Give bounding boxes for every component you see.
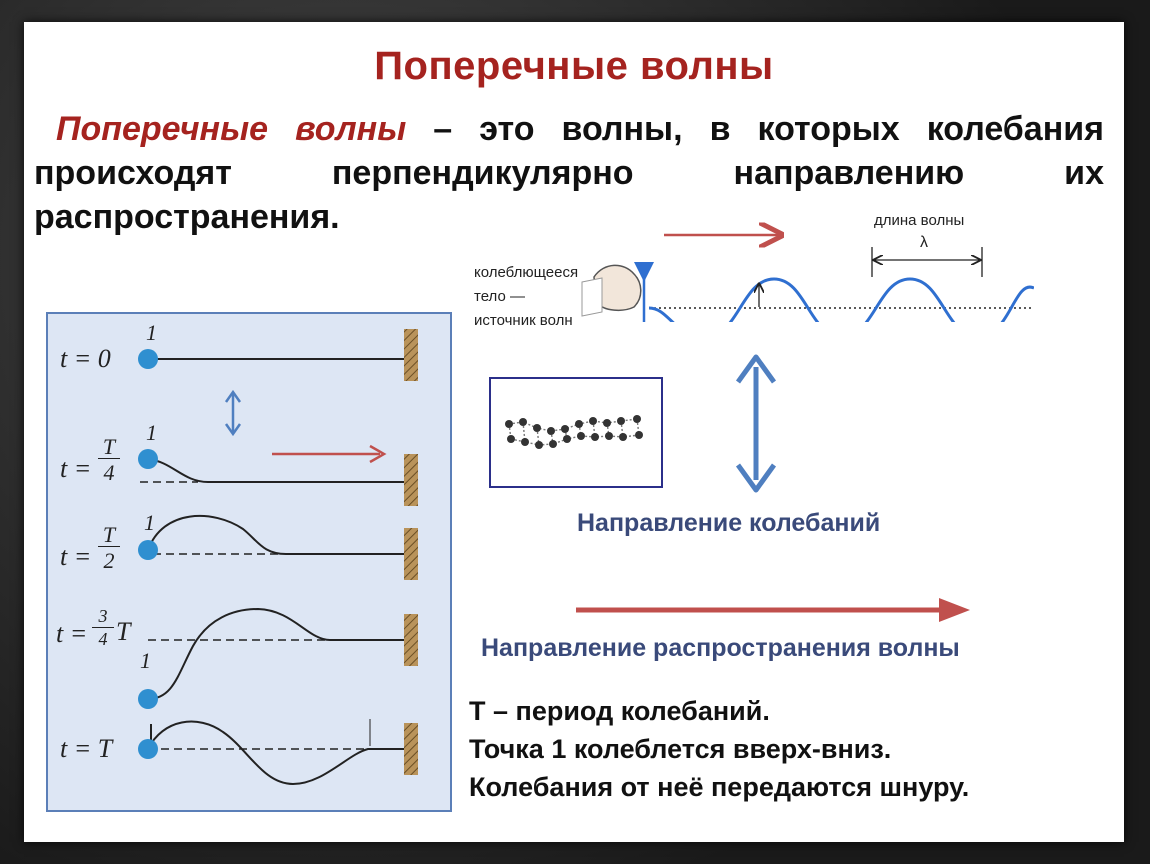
- point-label-row3: 1: [140, 648, 151, 673]
- row-t-full: [138, 719, 418, 784]
- note-line-1: Т – период колебаний.: [469, 696, 770, 726]
- time-label-3: t =: [56, 619, 88, 648]
- definition-term: Поперечные волны: [56, 110, 407, 148]
- point-label-row2: 1: [144, 510, 155, 535]
- time-label-0: t = 0: [60, 344, 111, 373]
- oscillation-direction-arrow: [738, 357, 774, 490]
- lambda-label: λ: [920, 234, 928, 251]
- wall-icon: [404, 329, 418, 381]
- time-den-3: 4: [98, 629, 108, 649]
- time-den-2: 2: [103, 548, 115, 573]
- time-den-1: 4: [103, 460, 115, 485]
- row-t-quarter: [138, 446, 418, 506]
- definition-body: – это волны, в которых колебания происходят перпендикулярно направлению их распространения.: [34, 110, 1104, 236]
- row-t0: [138, 329, 418, 381]
- notes: [469, 692, 1109, 806]
- row-t-three-quarters: [138, 609, 418, 709]
- source-label-1: колеблющееся: [474, 264, 579, 281]
- note-line-2: Точка 1 колеблется вверх-вниз.: [469, 734, 892, 764]
- point-label-row0: 1: [146, 320, 157, 345]
- time-label-1: t =: [60, 454, 92, 483]
- source-label-2: тело —: [474, 288, 525, 305]
- slide: [24, 22, 1124, 842]
- point-label-row1: 1: [146, 420, 157, 445]
- time-num-2: T: [98, 524, 120, 547]
- oscillation-direction-label: Направление колебаний: [577, 509, 881, 537]
- note-line-3: Колебания от неё передаются шнуру.: [469, 772, 970, 802]
- row-t-half: [138, 516, 418, 580]
- wavelength-label: длина волны: [874, 212, 965, 229]
- time-label-4: t = T: [60, 734, 113, 763]
- propagation-direction-arrow: [576, 598, 970, 622]
- propagation-direction-label: Направление распространения волны: [481, 634, 960, 662]
- small-oscillation-arrow: [226, 392, 240, 434]
- point-ball: [138, 349, 158, 369]
- slide-title: Поперечные волны: [374, 44, 774, 88]
- source-label-3: источник волн: [474, 312, 573, 329]
- time-num-1: T: [98, 436, 120, 459]
- time-suffix-3: T: [116, 617, 131, 646]
- time-num-3: 3: [92, 605, 114, 628]
- time-sequence-panel: [46, 312, 452, 812]
- time-label-2: t =: [60, 542, 92, 571]
